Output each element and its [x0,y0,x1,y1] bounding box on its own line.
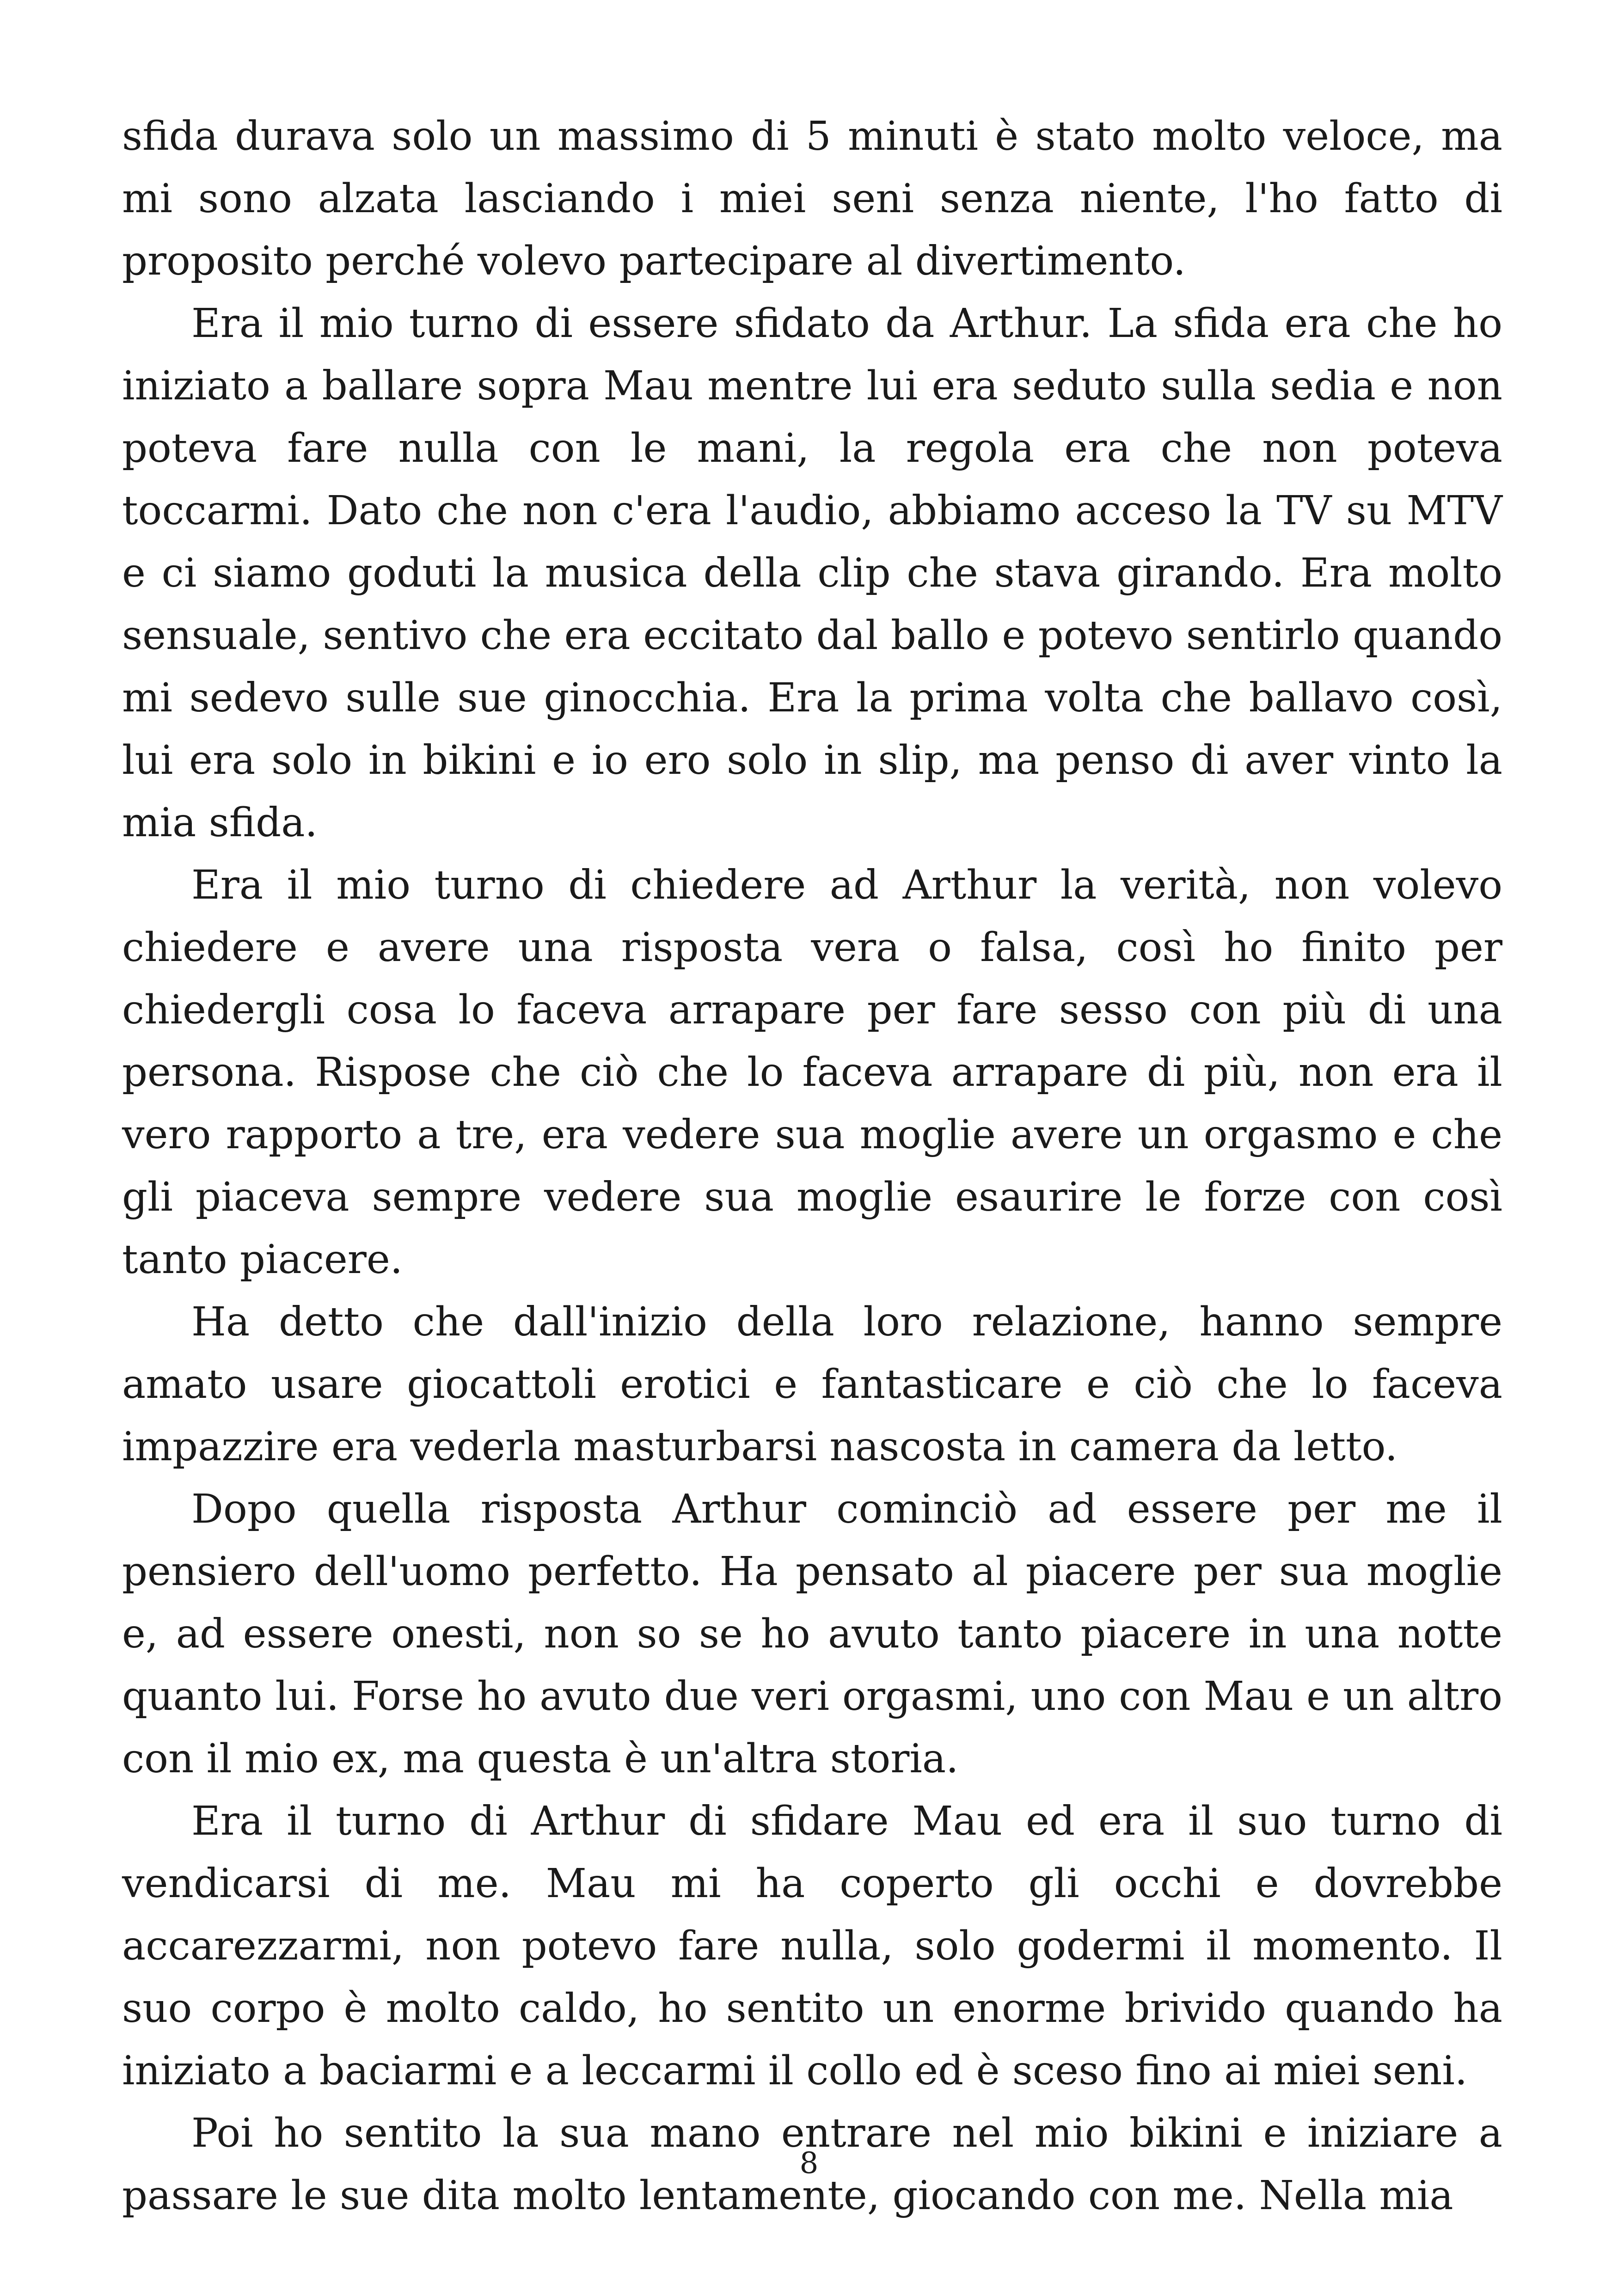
paragraph: Era il mio turno di chiedere ad Arthur la verità, non volevo chiedere e avere una risposta vera o falsa, così ho finito per chiedergli cosa lo faceva arrapare per fare sesso con più di una persona. Rispose che ciò che lo faceva arrapare di più, non era il vero rapporto a tre, era vedere sua moglie avere un orgasmo e che gli piaceva sempre vedere sua moglie esaurire le forze con così tanto piacere. [122,862,1502,1283]
paragraph: Era il turno di Arthur di sfidare Mau ed era il suo turno di vendicarsi di me. Mau mi ha coperto gli occhi e dovrebbe accarezzarmi, non potevo fare nulla, solo godermi il momento. Il suo corpo è molto caldo, ho sentito un enorme brivido quando ha iniziato a baciarmi e a leccarmi il collo ed è sceso fino ai miei seni. [122,1798,1502,2094]
paragraph: Dopo quella risposta Arthur cominciò ad essere per me il pensiero dell'uomo perfetto. Ha pensato al piacere per sua moglie e, ad essere onesti, non so se ho avuto tanto piacere in una notte quanto lui. Forse ho avuto due veri orgasmi, uno con Mau e un altro con il mio ex, ma questa è un'altra storia. [122,1486,1502,1782]
page-number: 8 [799,2146,819,2180]
paragraph: Era il mio turno di essere sfidato da Arthur. La sfida era che ho iniziato a ballare sopra Mau mentre lui era seduto sulla sedia e non poteva fare nulla con le mani, la regola era che non poteva toccarmi. Dato che non c'era l'audio, abbiamo acceso la TV su MTV e ci siamo goduti la musica della clip che stava girando. Era molto sensuale, sentivo che era eccitato dal ballo e potevo sentirlo quando mi sedevo sulle sue ginocchia. Era la prima volta che ballavo così, lui era solo in bikini e io ero solo in slip, ma penso di aver vinto la mia sfida. [122,300,1502,846]
body-text [122,105,1502,2227]
paragraph: Ha detto che dall'inizio della loro relazione, hanno sempre amato usare giocattoli erotici e fantasticare e ciò che lo faceva impazzire era vederla masturbarsi nascosta in camera da letto. [122,1299,1502,1470]
paragraph: sfida durava solo un massimo di 5 minuti è stato molto veloce, ma mi sono alzata lasciando i miei seni senza niente, l'ho fatto di proposito perché volevo partecipare al divertimento. [122,113,1502,284]
paragraph: Poi ho sentito la sua mano entrare nel mio bikini e iniziare a passare le sue dita molto lentamente, giocando con me. Nella mia [122,2110,1502,2219]
